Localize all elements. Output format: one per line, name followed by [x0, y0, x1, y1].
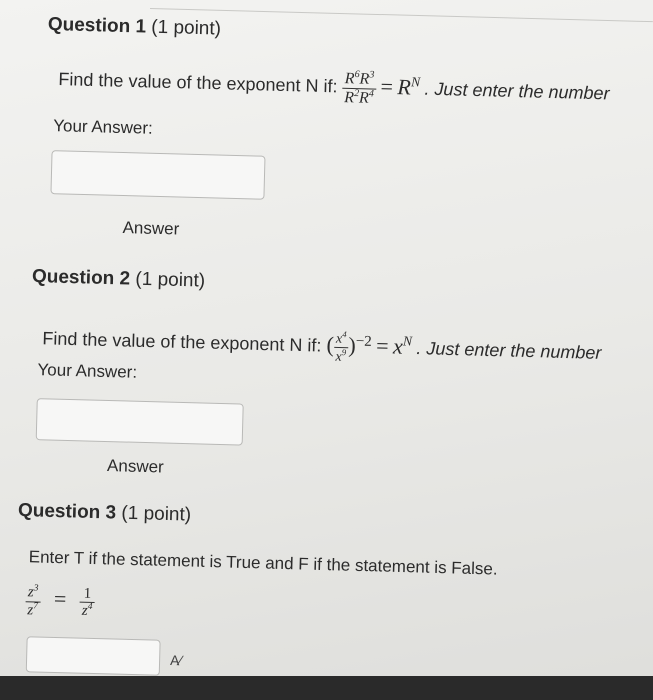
screen-bottom-bezel — [0, 676, 653, 700]
spellcheck-icon[interactable]: A⁄ — [169, 652, 183, 669]
question-2-title: Question 2 (1 point) — [31, 266, 206, 292]
question-3-prompt: Enter T if the statement is True and F if the statement is False. — [28, 547, 498, 579]
question-2-answer-label: Answer — [106, 456, 164, 477]
question-1-title: Question 1 (1 point) — [47, 14, 222, 40]
question-3-equation: $\frac{z^3}{z^7}$ = $\frac{1}{z^4}$ — [25, 584, 95, 620]
question-2-your-answer-label: Your Answer: — [37, 360, 138, 382]
question-1-prompt: Find the value of the exponent N if: $\frac{R^6R^3}{R^2R^4}$ = $R^N$ . Just enter the number — [58, 69, 610, 107]
question-1-answer-label: Answer — [122, 218, 180, 239]
question-3-title: Question 3 (1 point) — [17, 500, 192, 526]
question-1-equation: $\frac{R^6R^3}{R^2R^4}$ = $R^N$ — [344, 69, 421, 107]
question-1-your-answer-label: Your Answer: — [52, 116, 153, 138]
question-2-prompt: Find the value of the exponent N if: ( $\frac{x^4}{x^9}$ )$^{-2} = x^N$ . Just enter the number — [42, 328, 602, 366]
question-2-equation: ( $\frac{x^4}{x^9}$ )$^{-2} = x^N$ — [326, 329, 413, 366]
question-3-answer-input[interactable] — [26, 636, 161, 675]
